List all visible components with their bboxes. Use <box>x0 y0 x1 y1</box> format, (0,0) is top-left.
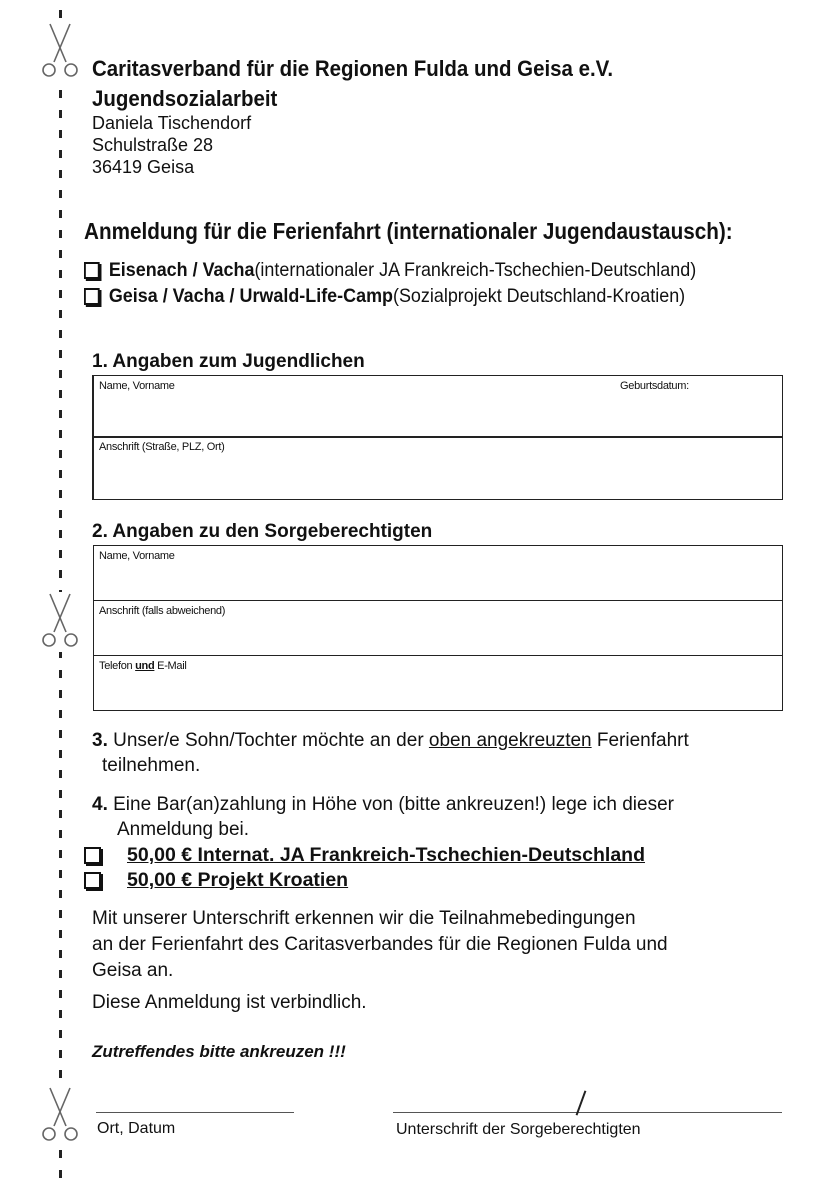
trip-option-2[interactable] <box>84 285 685 308</box>
checkbox[interactable] <box>84 288 100 305</box>
option-detail: (internationaler JA Frankreich-Tschechien-Deutschland) <box>254 259 697 281</box>
contact-street: Schulstraße 28 <box>92 135 214 155</box>
field-label: Anschrift (falls abweichend) <box>99 605 226 617</box>
place-date-label: Ort, Datum <box>97 1120 176 1137</box>
place-date-line[interactable] <box>96 1112 294 1113</box>
guardian-address-field[interactable] <box>93 600 783 656</box>
checkbox[interactable] <box>84 872 101 889</box>
point-3: 3. Unser/e Sohn/Tochter möchte an der oben angekreuzten Ferienfahrt teilnehmen. <box>92 730 689 776</box>
field-label: Anschrift (Straße, PLZ, Ort) <box>99 441 225 453</box>
option-title: Eisenach / Vacha <box>108 259 255 281</box>
signature-label: Unterschrift der Sorgeberechtigten <box>396 1121 641 1138</box>
scissors-icon <box>38 1086 82 1146</box>
payment-label: 50,00 € Internat. JA Frankreich-Tschechien-Deutschland <box>127 844 645 866</box>
consent-text: Mit unserer Unterschrift erkennen wir die Teilnahmebedingungen an der Ferienfahrt des Caritasverbandes für die Regionen Fulda und Geisa an. <box>92 908 668 981</box>
scissors-icon <box>38 22 82 82</box>
department: Jugendsozialarbeit <box>92 86 278 111</box>
binding-text: Diese Anmeldung ist verbindlich. <box>92 992 367 1013</box>
section1-title: 1. Angaben zum Jugendlichen <box>92 351 365 372</box>
payment-option-1[interactable] <box>84 844 645 867</box>
youth-address-field[interactable] <box>92 437 783 500</box>
form-title: Anmeldung für die Ferienfahrt (internationaler Jugendaustausch): <box>84 218 733 244</box>
youth-name-field[interactable] <box>92 375 783 438</box>
contact-city: 36419 Geisa <box>92 157 195 177</box>
section2-title: 2. Angaben zu den Sorgeberechtigten <box>92 521 433 542</box>
field-label: Name, Vorname <box>99 550 175 562</box>
note-text: Zutreffendes bitte ankreuzen !!! <box>92 1042 346 1061</box>
field-label: Geburtsdatum: <box>620 380 689 392</box>
org-name: Caritasverband für die Regionen Fulda und Geisa e.V. <box>92 56 614 81</box>
option-detail: (Sozialprojekt Deutschland-Kroatien) <box>392 285 686 307</box>
contact-name: Daniela Tischendorf <box>92 113 252 133</box>
trip-option-1[interactable] <box>84 259 696 282</box>
payment-label: 50,00 € Projekt Kroatien <box>127 869 349 891</box>
point-4: 4. Eine Bar(an)zahlung in Höhe von (bitte ankreuzen!) lege ich dieser Anmeldung bei. <box>92 794 674 840</box>
option-title: Geisa / Vacha / Urwald-Life-Camp <box>108 285 393 307</box>
field-label: Name, Vorname <box>99 380 175 392</box>
checkbox[interactable] <box>84 847 101 864</box>
guardian-name-field[interactable] <box>93 545 783 601</box>
payment-option-2[interactable] <box>84 869 348 892</box>
guardian-contact-field[interactable] <box>93 655 783 711</box>
signature-line[interactable] <box>393 1112 782 1113</box>
scissors-icon <box>38 592 82 652</box>
checkbox[interactable] <box>84 262 100 279</box>
field-label: Telefon und E-Mail <box>99 660 187 672</box>
